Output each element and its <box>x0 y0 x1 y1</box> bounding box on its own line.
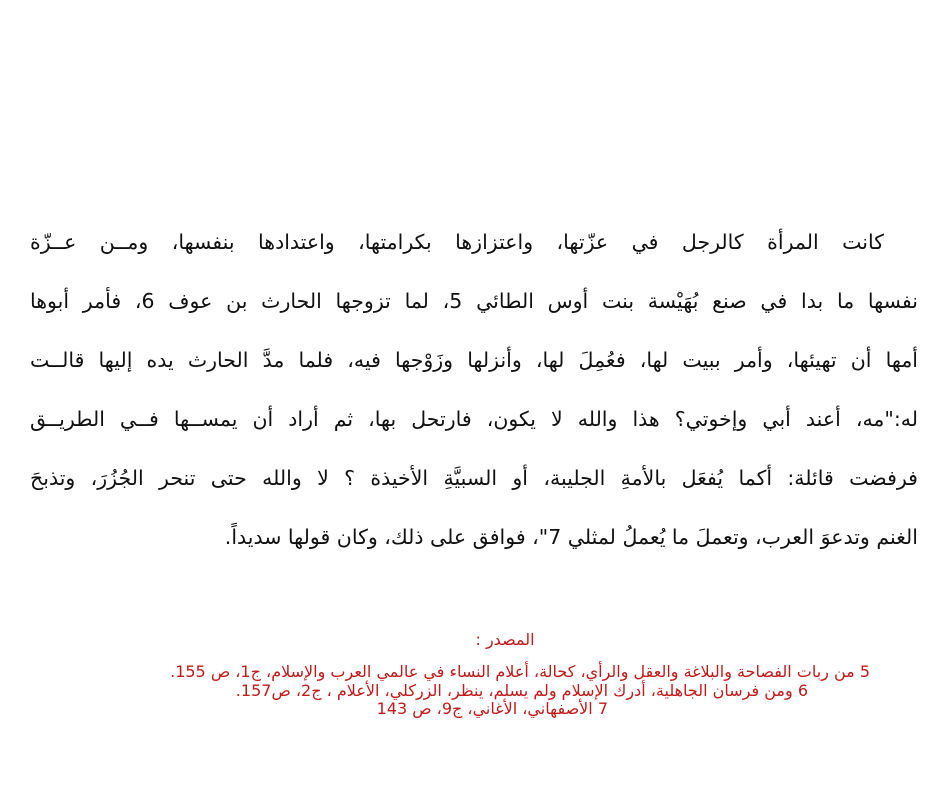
paragraph-line: كانت المرأة كالرجل في عزّتها، واعتزازها بكرامتها، واعتدادها بنفسها، ومــن عــزّة <box>30 230 884 254</box>
source-footnote: 7 الأصفهاني، الأغاني، ج9، ص 143 <box>376 699 608 718</box>
main-paragraph <box>30 222 918 576</box>
paragraph-line: أمها أن تهيئها، وأمر ببيت لها، فعُمِلَ لها، وأنزلها وزَوْجها فيه، فلما مدَّ الحارث يده إليها قالــت <box>30 348 918 372</box>
sources-section <box>80 628 870 720</box>
source-footnote: 5 من ربات الفصاحة والبلاغة والعقل والرأي، كحالة، أعلام النساء في عالمي العرب والإسلام، ج1، ص 155. <box>170 662 870 681</box>
paragraph-line: نفسها ما بدا في صنع بُهَيْسة بنت أوس الطائي 5، لما تزوجها الحارث بن عوف 6، فأمر أبوها <box>30 289 918 313</box>
source-footnote: 6 ومن فرسان الجاهلية، أدرك الإسلام ولم يسلم، ينظر، الزركلي، الأعلام ، ج2، ص157. <box>235 681 808 700</box>
sources-heading: المصدر : <box>475 630 535 649</box>
paragraph-line: فرفضت قائلة: أكما يُفعَل بالأمةِ الجليبة، أو السبيَّةِ الأخيذة ؟ لا والله حتى تنحر الجُزُرَ، وتذبحَ <box>30 466 918 490</box>
paragraph-line: له:"مه، أعند أبي وإخوتي؟ هذا والله لا يكون، فارتحل بها، ثم أراد أن يمســها فــي الطريــق <box>30 407 918 431</box>
paragraph-line: الغنم وتدعوَ العرب، وتعملَ ما يُعملُ لمثلي 7"، فوافق على ذلك، وكان قولها سديداً. <box>224 525 918 549</box>
